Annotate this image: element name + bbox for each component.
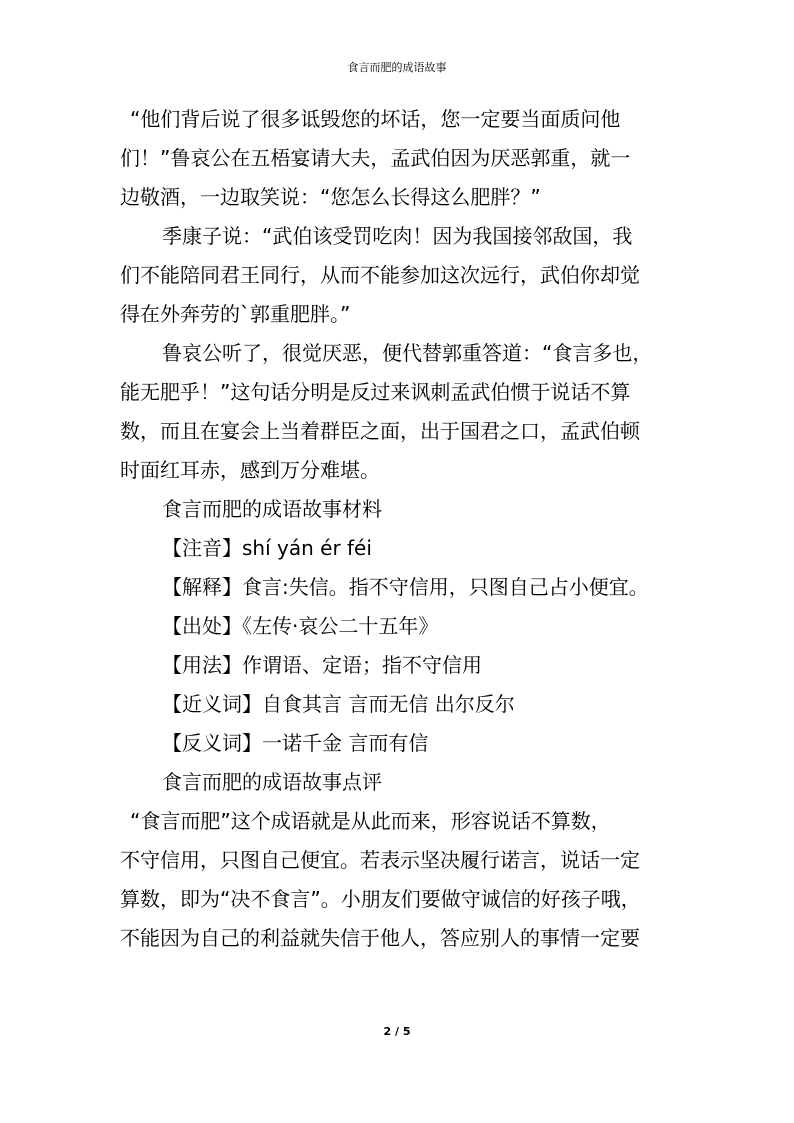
- text-line: 们！”鲁哀公在五梧宴请大夫，孟武伯因为厌恶郭重，就一: [120, 146, 631, 170]
- text-line: 能无肥乎！”这句话分明是反过来讽刺孟武伯惯于说话不算: [120, 380, 631, 404]
- document-body: [120, 100, 685, 958]
- pronunciation-entry: 【注音】shí yán ér féi: [162, 536, 372, 560]
- antonyms-entry: 【反义词】一诺千金 言而有信: [162, 731, 429, 755]
- paragraph-start-line: 季康子说：“武伯该受罚吃肉！因为我国接邻敌国，我: [162, 224, 633, 248]
- text-line: 得在外奔劳的`郭重肥胖。”: [120, 302, 351, 326]
- section-heading: 食言而肥的成语故事材料: [162, 497, 382, 521]
- text-line: 边敬酒，一边取笑说：“您怎么长得这么肥胖？”: [120, 185, 541, 209]
- page-header: 食言而肥的成语故事: [347, 61, 447, 74]
- text-line: 们不能陪同君王同行，从而不能参加这次远行，武伯你却觉: [120, 263, 640, 287]
- paragraph-start-line: 鲁哀公听了，很觉厌恶，便代替郭重答道：“食言多也，: [162, 341, 653, 365]
- text-line: 数，而且在宴会上当着群臣之面，出于国君之口，孟武伯顿: [120, 419, 640, 443]
- section-heading: 食言而肥的成语故事点评: [162, 770, 382, 794]
- synonyms-entry: 【近义词】自食其言 言而无信 出尔反尔: [162, 692, 515, 716]
- text-line: 算数，即为“决不食言”。小朋友们要做守诚信的好孩子哦，: [120, 887, 641, 911]
- text-line: “他们背后说了很多诋毁您的坏话，您一定要当面质问他: [130, 107, 621, 131]
- text-line: 不守信用，只图自己便宜。若表示坚决履行诺言，说话一定: [120, 848, 640, 872]
- text-line: 不能因为自己的利益就失信于他人，答应别人的事情一定要: [120, 926, 640, 950]
- text-line: 时面红耳赤，感到万分难堪。: [120, 458, 380, 482]
- paragraph-start-line: “食言而肥”这个成语就是从此而来，形容说话不算数，: [130, 809, 611, 833]
- page-number: 2 / 5: [383, 1025, 411, 1038]
- source-entry: 【出处】《左传·哀公二十五年》: [162, 614, 439, 638]
- definition-entry: 【解释】食言:失信。指不守信用，只图自己占小便宜。: [162, 575, 649, 599]
- usage-entry: 【用法】作谓语、定语；指不守信用: [162, 653, 482, 677]
